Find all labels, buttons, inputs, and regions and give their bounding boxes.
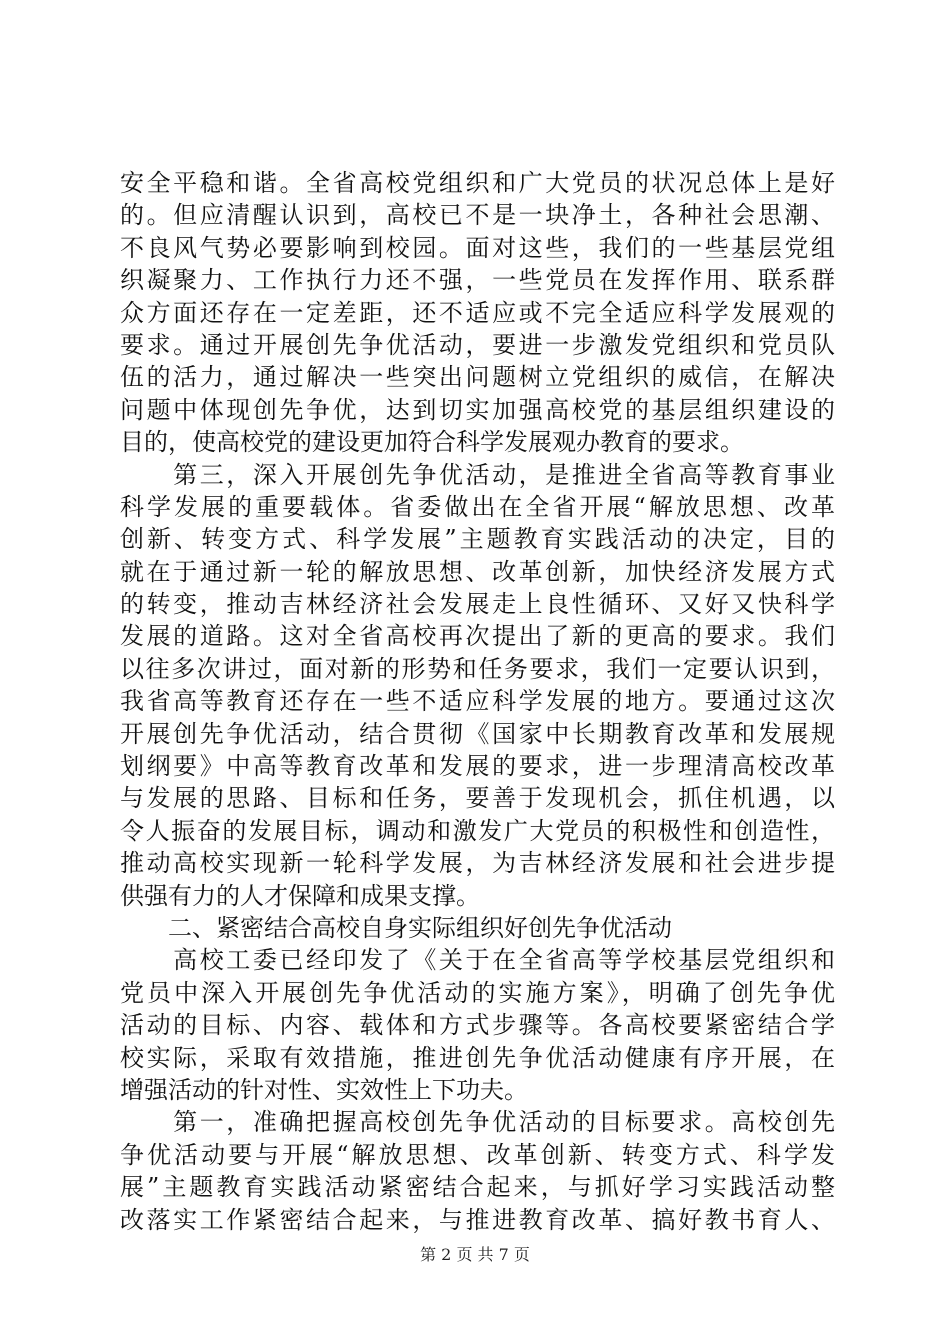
document-body [120, 167, 835, 1236]
text-line: 改落实工作紧密结合起来，与推进教育改革、搞好教书育人、 [120, 1205, 835, 1234]
text-line: 发展的道路。这对全省高校再次提出了新的更高的要求。我们 [120, 622, 835, 651]
text-line: 要求。通过开展创先争优活动，要进一步激发党组织和党员队 [120, 330, 835, 359]
text-line: 活动的目标、内容、载体和方式步骤等。各高校要紧密结合学 [120, 1011, 835, 1040]
text-line: 推动高校实现新一轮科学发展，为吉林经济发展和社会进步提 [120, 849, 835, 878]
text-line: 第三，深入开展创先争优活动，是推进全省高等教育事业 [120, 460, 835, 489]
text-line: 与发展的思路、目标和任务，要善于发现机会，抓住机遇，以 [120, 784, 835, 813]
text-line: 增强活动的针对性、实效性上下功夫。 [120, 1075, 528, 1104]
text-line: 供强有力的人才保障和成果支撑。 [120, 881, 480, 910]
text-line: 二、紧密结合高校自身实际组织好创先争优活动 [120, 913, 672, 942]
text-line: 众方面还存在一定差距，还不适应或不完全适应科学发展观的 [120, 298, 835, 327]
text-line: 目的，使高校党的建设更加符合科学发展观办教育的要求。 [120, 428, 744, 457]
text-line: 校实际，采取有效措施，推进创先争优活动健康有序开展，在 [120, 1043, 835, 1072]
text-line: 第一，准确把握高校创先争优活动的目标要求。高校创先 [120, 1108, 835, 1137]
text-line: 以往多次讲过，面对新的形势和任务要求，我们一定要认识到， [120, 654, 835, 683]
text-line: 的。但应清醒认识到，高校已不是一块净土，各种社会思潮、 [120, 201, 835, 230]
text-line: 伍的活力，通过解决一些突出问题树立党组织的威信，在解决 [120, 363, 835, 392]
text-line: 不良风气势必要影响到校园。面对这些，我们的一些基层党组 [120, 233, 835, 262]
text-line: 科学发展的重要载体。省委做出在全省开展“解放思想、改革 [120, 492, 835, 521]
page-footer: 第 2 页 共 7 页 [420, 1245, 530, 1264]
text-line: 争优活动要与开展“解放思想、改革创新、转变方式、科学发 [120, 1140, 835, 1169]
text-line: 织凝聚力、工作执行力还不强，一些党员在发挥作用、联系群 [120, 266, 835, 295]
text-line: 高校工委已经印发了《关于在全省高等学校基层党组织和 [120, 946, 835, 975]
text-line: 展”主题教育实践活动紧密结合起来，与抓好学习实践活动整 [120, 1173, 835, 1202]
text-line: 创新、转变方式、科学发展”主题教育实践活动的决定，目的 [120, 525, 835, 554]
text-line: 就在于通过新一轮的解放思想、改革创新，加快经济发展方式 [120, 557, 835, 586]
text-line: 划纲要》中高等教育改革和发展的要求，进一步理清高校改革 [120, 752, 835, 781]
text-line: 问题中体现创先争优，达到切实加强高校党的基层组织建设的 [120, 395, 835, 424]
text-line: 安全平稳和谐。全省高校党组织和广大党员的状况总体上是好 [120, 169, 835, 197]
text-line: 令人振奋的发展目标，调动和激发广大党员的积极性和创造性， [120, 816, 835, 845]
text-line: 开展创先争优活动，结合贯彻《国家中长期教育改革和发展规 [120, 719, 835, 748]
text-line: 的转变，推动吉林经济社会发展走上良性循环、又好又快科学 [120, 590, 835, 619]
text-line: 党员中深入开展创先争优活动的实施方案》，明确了创先争优 [120, 978, 835, 1007]
text-line: 我省高等教育还存在一些不适应科学发展的地方。要通过这次 [120, 687, 835, 716]
